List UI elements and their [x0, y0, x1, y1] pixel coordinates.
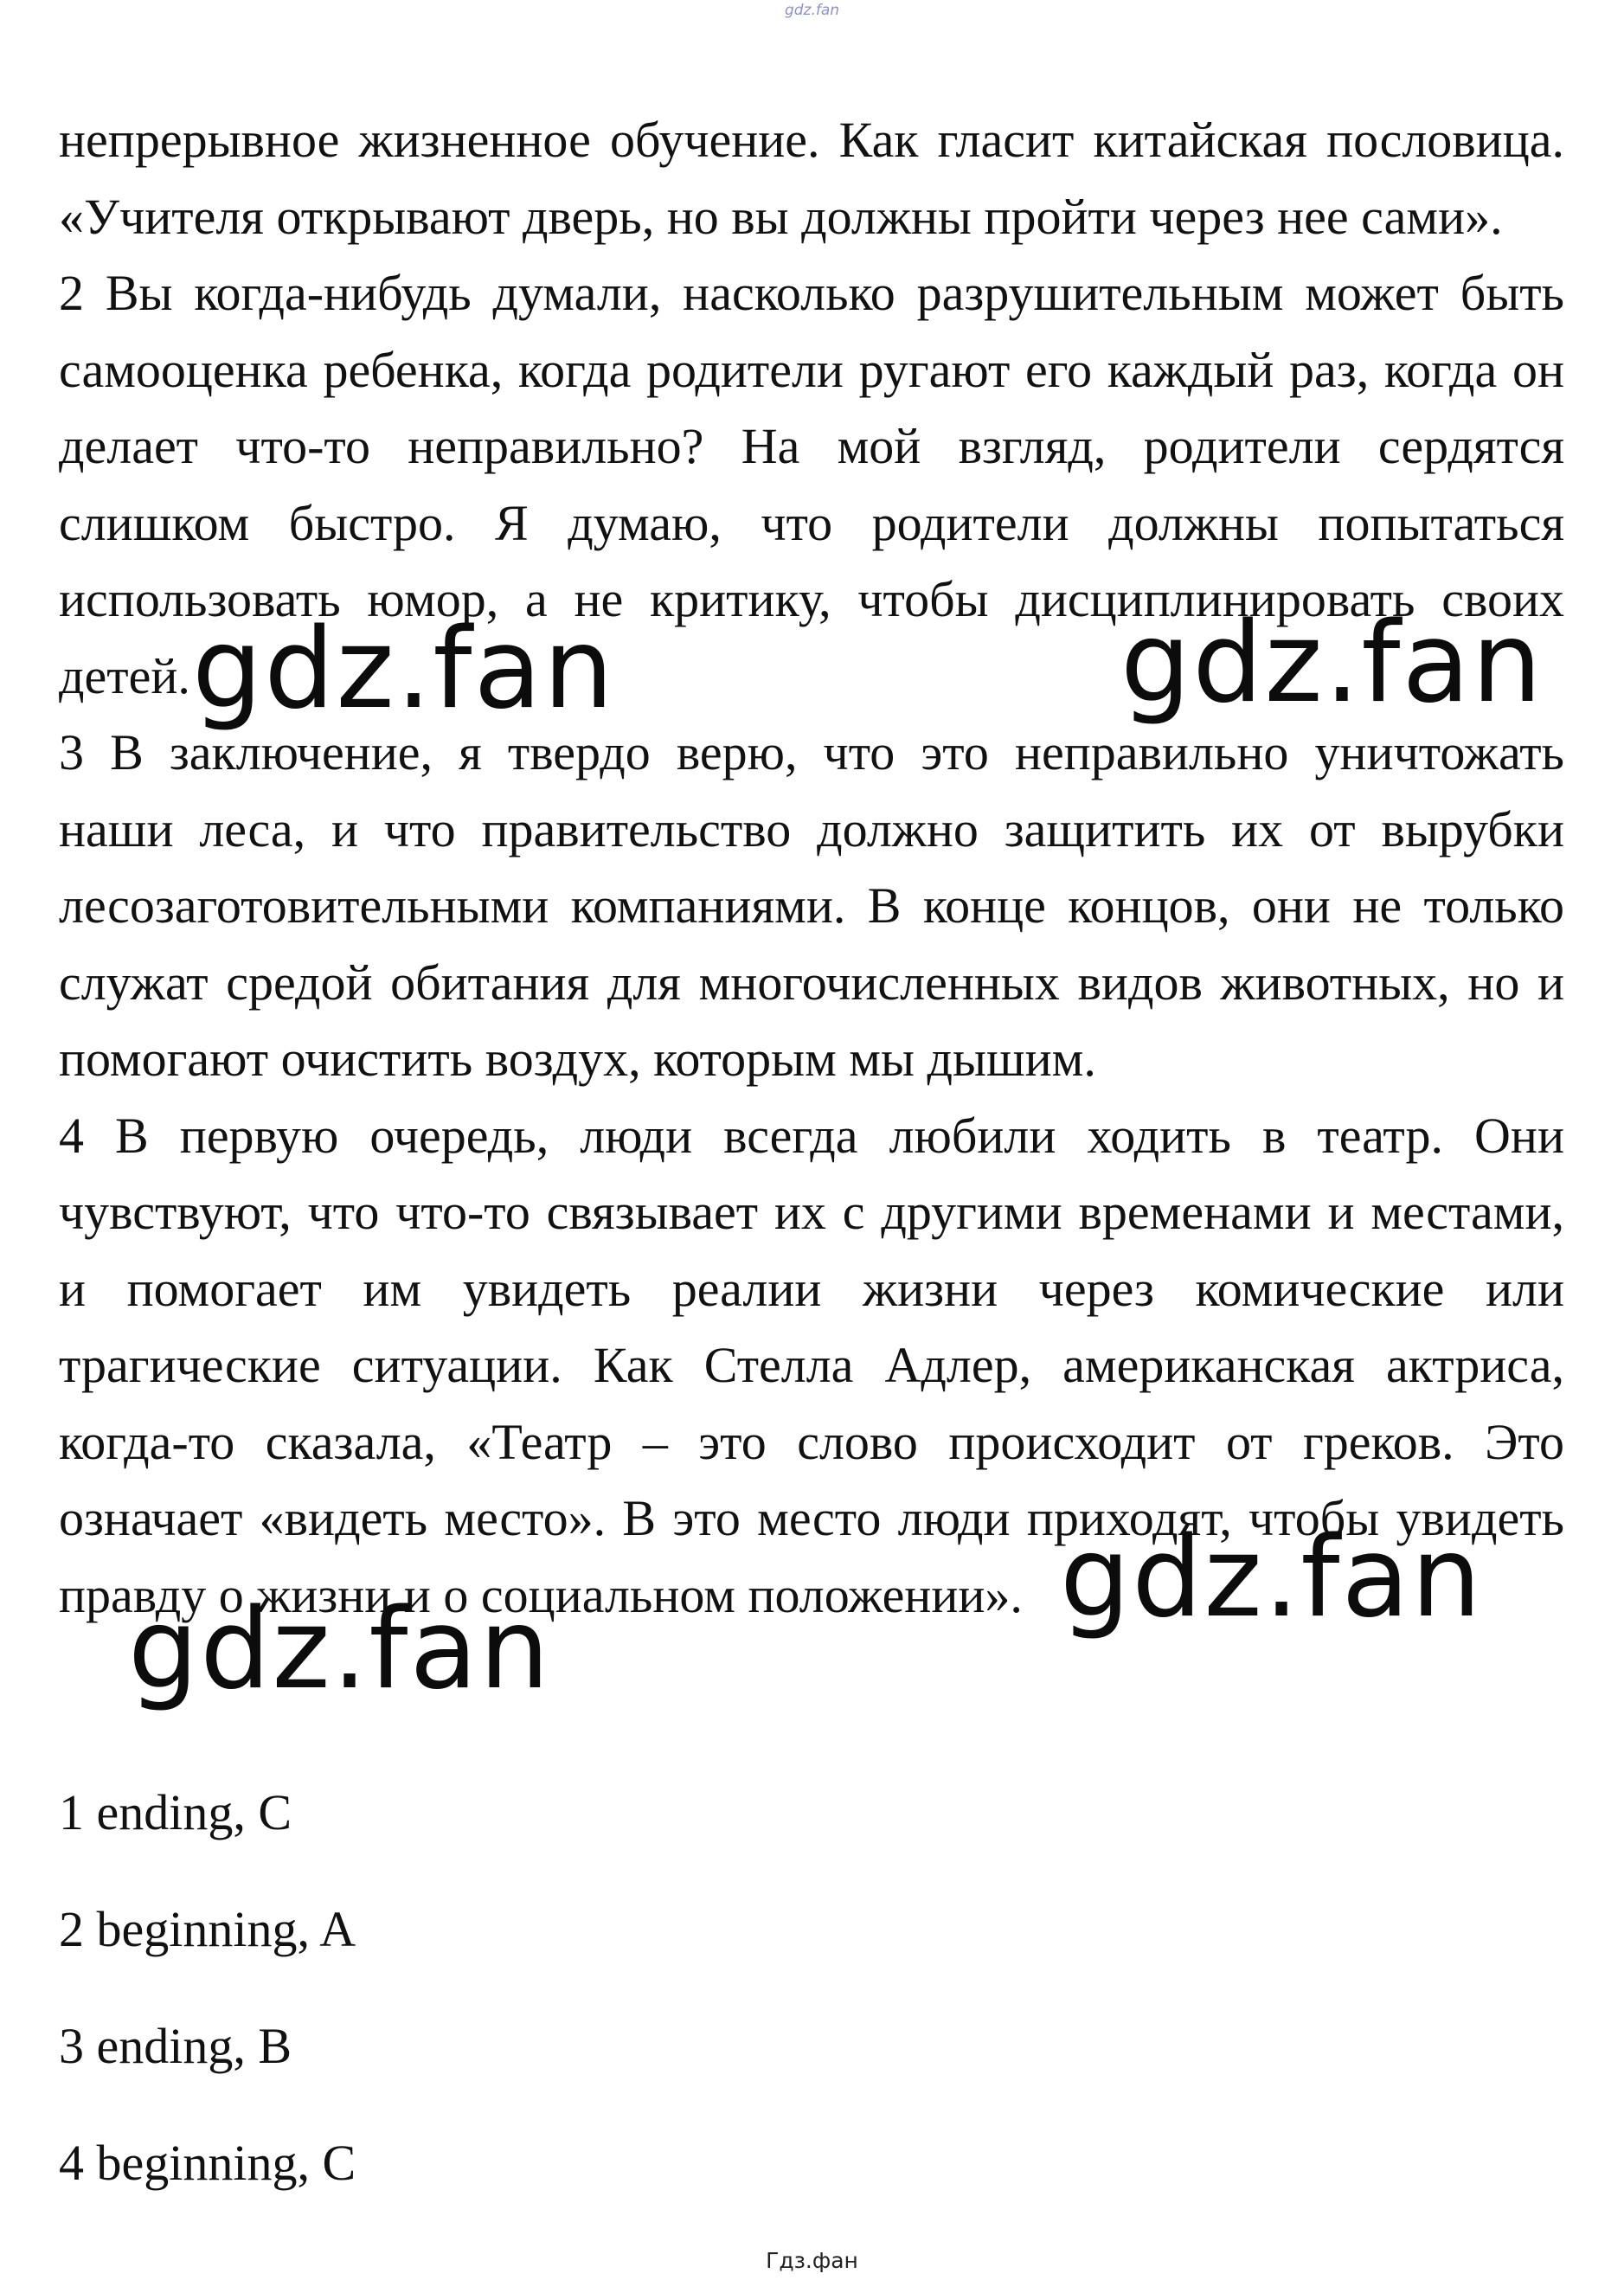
answer-item: 2 beginning, A [59, 1901, 356, 1957]
answer-item: 3 ending, B [59, 2018, 292, 2074]
paragraph-4: 4 В первую очередь, люди всегда любили ходить в театр. Они чувствуют, что что-то связывает их с другими временами и местами, и помогает им увидеть реалии жизни через комические или трагические ситуации. Как Стелла Адлер, американская актриса, когда-то сказала, «Театр – это слово происходит от греков. Это означает «видеть место». В это место люди приходят, чтобы увидеть правду о жизни и о социальном положении». [59, 1107, 1564, 1623]
paragraph-2: 2 Вы когда-нибудь думали, насколько разрушительным может быть самооценка ребенка, когда родители ругают его каждый раз, когда он делает что-то неправильно? На мой взгляд, родители сердятся слишком быстро. Я думаю, что родители должны попытаться использовать юмор, а не критику, чтобы дисциплинировать своих детей. [59, 265, 1564, 704]
watermark: gdz.fan [128, 1585, 551, 1714]
watermark: gdz.fan [1120, 599, 1544, 728]
answer-item: 1 ending, C [59, 1784, 292, 1840]
paragraph-intro-ending: непрерывное жизненное обучение. Как гласит китайская пословица. «Учителя открывают дверь, но вы должны пройти через нее сами». [59, 112, 1564, 245]
watermark: gdz.fan [1060, 1513, 1483, 1642]
page-footer: Гдз.фан [766, 2248, 858, 2273]
watermark: gdz.fan [192, 605, 615, 734]
answer-list [59, 1782, 356, 2250]
answer-item: 4 beginning, C [59, 2135, 356, 2191]
site-mark-top: gdz.fan [784, 2, 840, 19]
document-body [59, 102, 1564, 1642]
paragraph-3: 3 В заключение, я твердо верю, что это неправильно уничтожать наши леса, и что правительство должно защитить их от вырубки лесозаготовительными компаниями. В конце концов, они не только служат средой обитания для многочисленных видов животных, но и помогают очистить воздух, которым мы дышим. [59, 724, 1564, 1087]
